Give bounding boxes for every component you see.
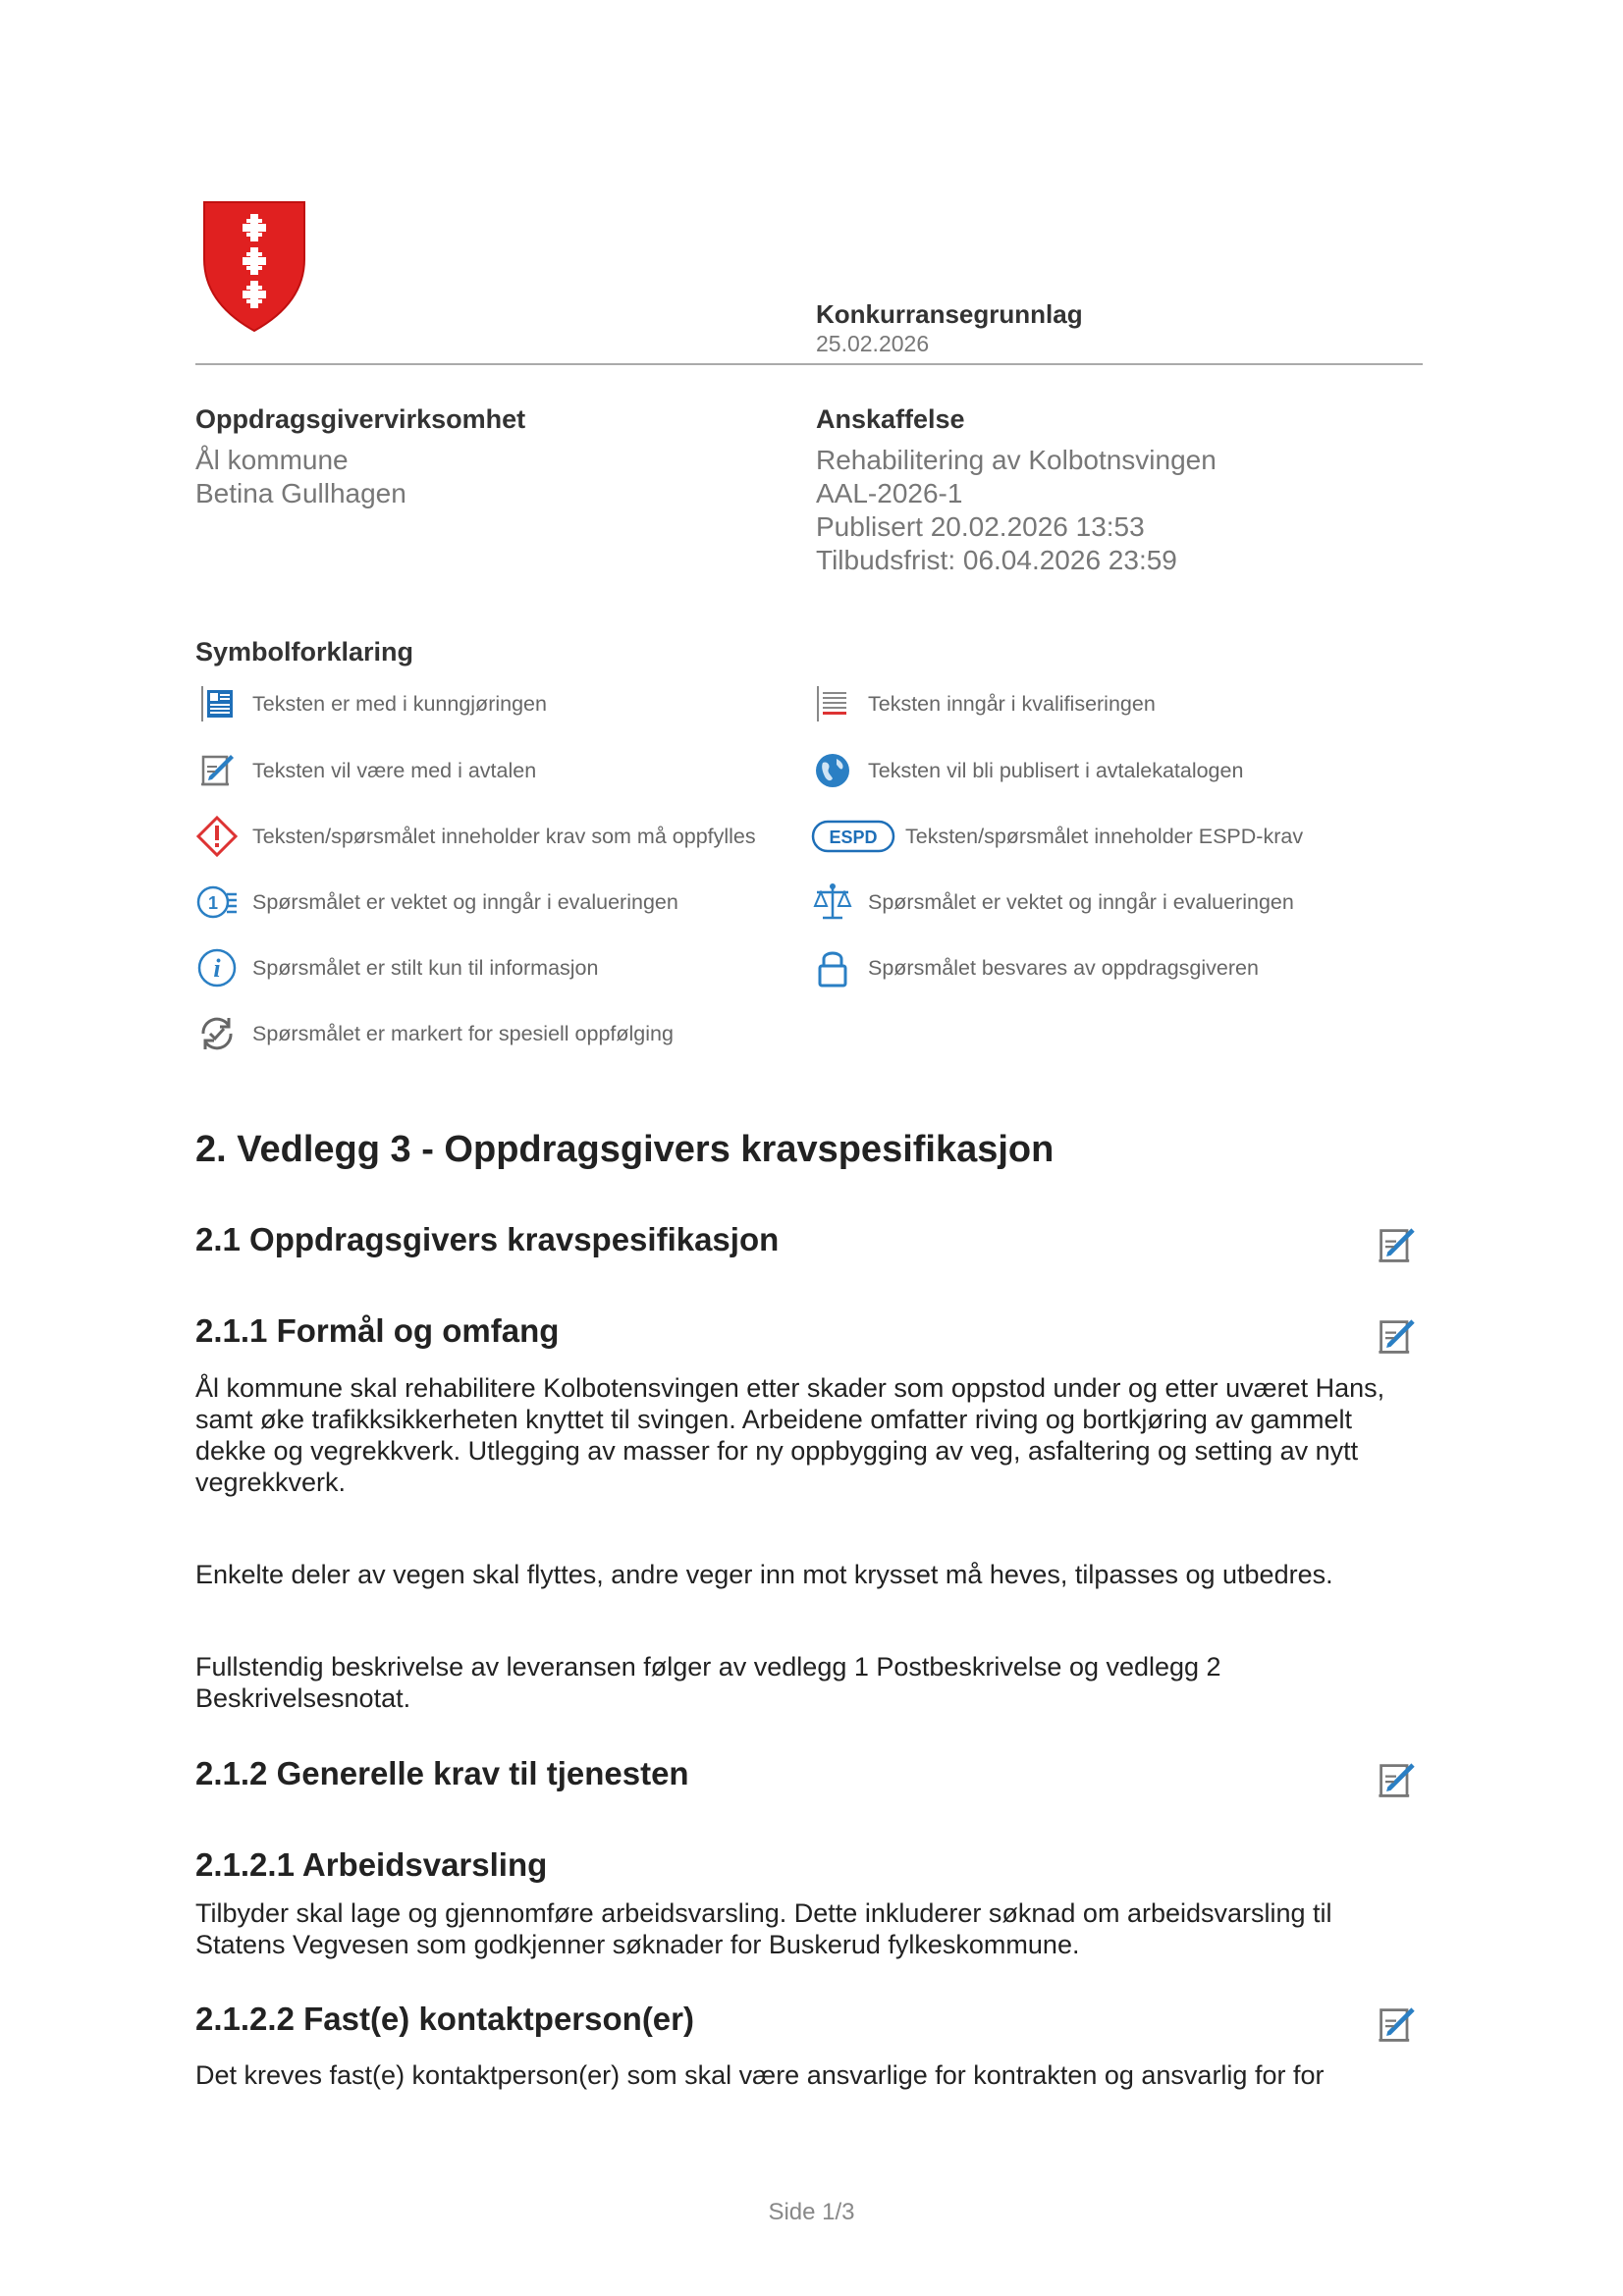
contract-icon (1375, 1315, 1418, 1363)
legend-item-announcement (195, 682, 547, 725)
followup-icon (195, 1012, 239, 1055)
legend-item-weighted-scale (811, 881, 1294, 924)
client-label: Oppdragsgivervirksomhet (195, 404, 526, 434)
section-heading-2-1-1: 2.1.1 Formål og omfang (195, 1312, 560, 1349)
svg-text:1: 1 (207, 893, 219, 913)
info-icon (195, 946, 239, 989)
contract-icon (1375, 2003, 1418, 2052)
legend-text: Teksten inngår i kvalifiseringen (868, 691, 1156, 716)
section-heading-2-1-2-2: 2.1.2.2 Fast(e) kontaktperson(er) (195, 2001, 694, 2037)
legend-text: Spørsmålet besvares av oppdragsgiveren (868, 955, 1259, 980)
client-name: Ål kommune (195, 445, 349, 475)
legend-text: Teksten vil være med i avtalen (252, 758, 537, 782)
legend-text: Teksten vil bli publisert i avtalekatalogen (868, 758, 1244, 782)
legend-text: Teksten/spørsmålet inneholder krav som må oppfylles (252, 824, 756, 848)
section-heading-2-1: 2.1 Oppdragsgivers kravspesifikasjon (195, 1221, 780, 1257)
espd-icon (811, 815, 895, 858)
legend-text: Teksten er med i kunngjøringen (252, 691, 547, 716)
procurement-label: Anskaffelse (816, 404, 965, 434)
contract-icon (1375, 1759, 1418, 1807)
globe-icon (811, 749, 854, 792)
qualification-icon (811, 682, 854, 725)
document-title: Konkurransegrunnlag (816, 299, 1083, 329)
client-contact: Betina Gullhagen (195, 478, 406, 508)
procurement-id: AAL-2026-1 (816, 478, 963, 508)
legend-text: Spørsmålet er vektet og inngår i evalueringen (252, 889, 678, 914)
document-date: 25.02.2026 (816, 331, 930, 356)
legend-text: Teksten/spørsmålet inneholder ESPD-krav (905, 824, 1304, 848)
legend-item-espd (811, 815, 1303, 858)
legend-item-catalog (811, 749, 1243, 792)
paragraph-full-description: Fullstendig beskrivelse av leveransen følger av vedlegg 1 Postbeskrivelse og vedlegg 2 Beskrivelsesnotat. (195, 1652, 1221, 1713)
paragraph-contact-person: Det kreves fast(e) kontaktperson(er) som skal være ansvarlige for kontrakten og ansvarlig for for (195, 2060, 1325, 2090)
legend-item-qualification (811, 682, 1156, 725)
contract-icon (1375, 1224, 1418, 1272)
lock-icon (811, 946, 854, 989)
paragraph-scope: Ål kommune skal rehabilitere Kolbotensvingen etter skader som oppstod under og etter uværet Hans, samt øke trafikksikkerheten knyttet til svingen. Arbeidene omfatter riving og bortkjøring av gammelt dekke og vegrekkverk. Utlegging av masser for ny oppbygging av veg, asfaltering og setting av nytt vegrekkverk. (195, 1373, 1385, 1497)
client-info (195, 444, 406, 510)
paragraph-work-notice: Tilbyder skal lage og gjennomføre arbeidsvarsling. Dette inkluderer søknad om arbeidsvarsling til Statens Vegvesen som godkjenner søknader for Buskerud fylkeskommune. (195, 1898, 1332, 1959)
legend-item-lock (811, 946, 1259, 989)
header-divider (195, 363, 1423, 365)
legend-text: Spørsmålet er markert for spesiell oppfølging (252, 1021, 674, 1045)
scale-icon (811, 881, 854, 924)
legend-text: Spørsmålet er vektet og inngår i evalueringen (868, 889, 1294, 914)
legend-item-followup (195, 1012, 674, 1055)
announcement-icon (195, 682, 239, 725)
legend-item-weighted (195, 881, 678, 924)
contract-icon (195, 749, 239, 792)
espd-icon-label: ESPD (829, 828, 878, 847)
paragraph-road-changes: Enkelte deler av vegen skal flyttes, andre veger inn mot krysset må heves, tilpasses og utbedres. (195, 1560, 1333, 1589)
legend-text: Spørsmålet er stilt kun til informasjon (252, 955, 599, 980)
weighted-number-icon (195, 881, 239, 924)
procurement-published: Publisert 20.02.2026 13:53 (816, 511, 1145, 542)
procurement-deadline: Tilbudsfrist: 06.04.2026 23:59 (816, 545, 1177, 575)
section-heading-2-1-2: 2.1.2 Generelle krav til tjenesten (195, 1755, 689, 1791)
page-number: Side 1/3 (768, 2199, 855, 2225)
legend-item-contract (195, 749, 536, 792)
svg-text:i: i (213, 954, 221, 983)
section-heading-2: 2. Vedlegg 3 - Oppdragsgivers kravspesifikasjon (195, 1129, 1055, 1170)
warning-icon (195, 815, 239, 858)
section-heading-2-1-2-1: 2.1.2.1 Arbeidsvarsling (195, 1846, 548, 1883)
procurement-name: Rehabilitering av Kolbotnsvingen (816, 445, 1217, 475)
legend-item-requirement (195, 815, 756, 858)
legend-item-info (195, 946, 598, 989)
legend-title: Symbolforklaring (195, 637, 414, 667)
coat-of-arms-logo (202, 200, 308, 333)
procurement-info (816, 444, 1217, 577)
